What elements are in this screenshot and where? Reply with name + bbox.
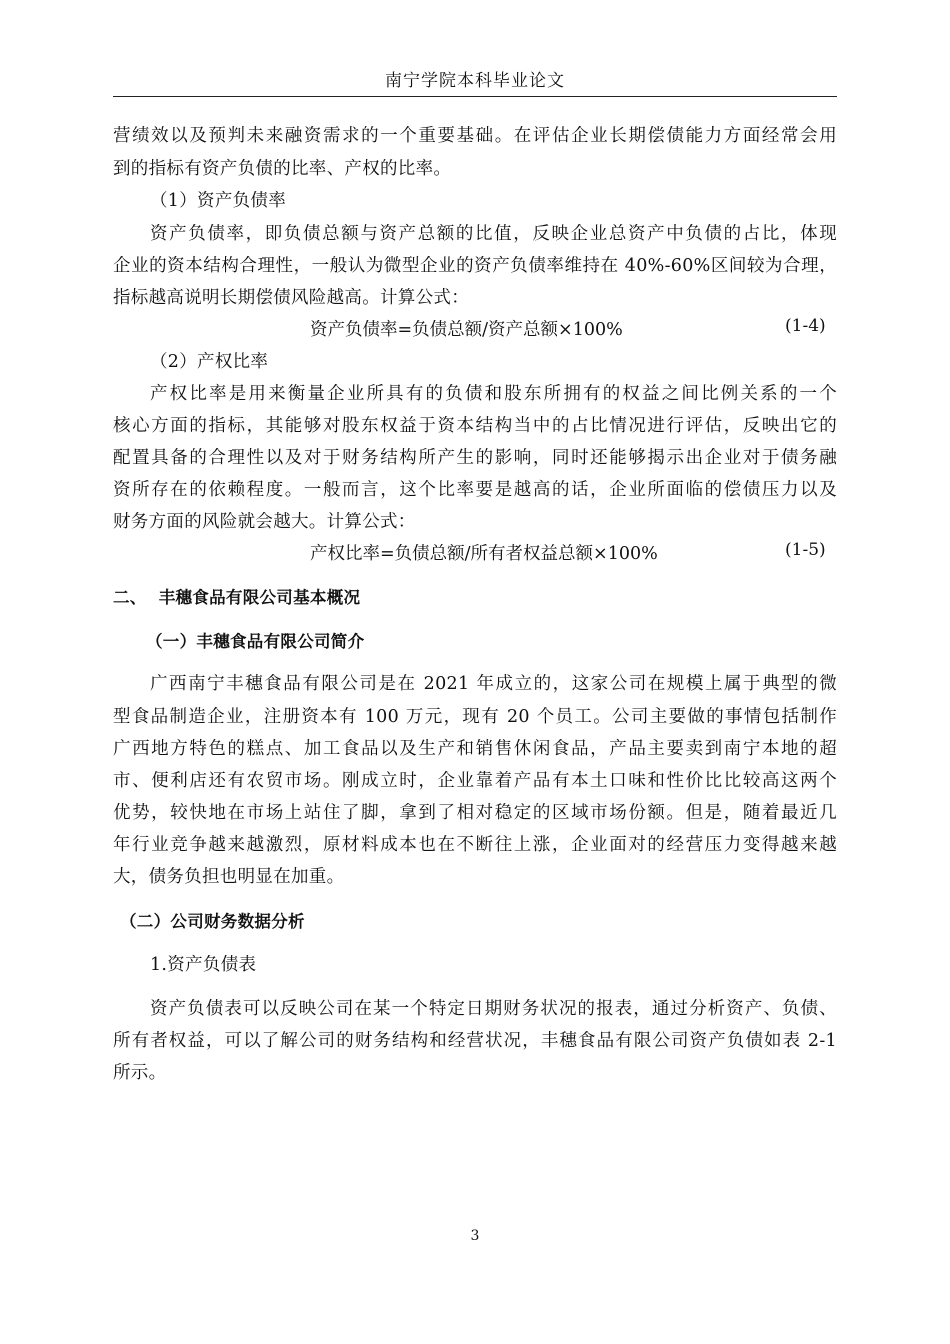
paragraph-line: 广西地方特色的糕点、加工食品以及生产和销售休闲食品，产品主要卖到南宁本地的超 [113, 739, 837, 759]
subsection-heading: （二）公司财务数据分析 [120, 912, 305, 931]
paragraph-line: 资产负债表可以反映公司在某一个特定日期财务状况的报表，通过分析资产、负债、 [150, 999, 837, 1019]
equation-number: (1-5) [785, 540, 826, 560]
paragraph-line: 型食品制造企业，注册资本有 100 万元，现有 20 个员工。公司主要做的事情包括制作 [113, 707, 837, 727]
paragraph-line: 年行业竞争越来越激烈，原材料成本也在不断往上涨，企业面对的经营压力变得越来越 [113, 835, 837, 855]
paragraph-line: 核心方面的指标，其能够对股东权益于资本结构当中的占比情况进行评估，反映出它的 [113, 416, 837, 436]
paragraph-line: 所有者权益，可以了解公司的财务结构和经营状况，丰穗食品有限公司资产负债如表 2-1 [113, 1031, 837, 1051]
paragraph-line: 企业的资本结构合理性，一般认为微型企业的资产负债率维持在 40%-60%区间较为合理， [113, 256, 837, 276]
paragraph-line: 所示。 [113, 1063, 167, 1083]
paragraph-line: 营绩效以及预判未来融资需求的一个重要基础。在评估企业长期偿债能力方面经常会用 [113, 126, 837, 146]
paragraph-line: 市、便利店还有农贸市场。刚成立时，企业靠着产品有本土口味和性价比比较高这两个 [113, 771, 837, 791]
subsection-label: （2）产权比率 [150, 352, 269, 372]
paragraph-line: 财务方面的风险就会越大。计算公式： [113, 512, 416, 532]
header-divider [113, 96, 837, 97]
paragraph-line: 优势，较快地在市场上站住了脚，拿到了相对稳定的区域市场份额。但是，随着最近几 [113, 803, 837, 823]
running-header: 南宁学院本科毕业论文 [385, 71, 565, 91]
paragraph-line: 到的指标有资产负债的比率、产权的比率。 [113, 159, 452, 179]
formula-debt-ratio: 资产负债率=负债总额/资产总额×100% [310, 320, 623, 340]
subsection-label: 1.资产负债表 [150, 955, 257, 975]
paragraph-line: 产权比率是用来衡量企业所具有的负债和股东所拥有的权益之间比例关系的一个 [150, 384, 837, 404]
paragraph-line: 资所存在的依赖程度。一般而言，这个比率要是越高的话，企业所面临的偿债压力以及 [113, 480, 837, 500]
section-heading: 二、 丰穗食品有限公司基本概况 [113, 588, 361, 607]
paragraph-line: 广西南宁丰穗食品有限公司是在 2021 年成立的，这家公司在规模上属于典型的微 [150, 674, 837, 694]
paragraph-line: 配置具备的合理性以及对于财务结构所产生的影响，同时还能够揭示出企业对于债务融 [113, 448, 837, 468]
paragraph-line: 大，债务负担也明显在加重。 [113, 867, 345, 887]
paragraph-line: 资产负债率，即负债总额与资产总额的比值，反映企业总资产中负债的占比，体现 [150, 224, 837, 244]
page-number: 3 [470, 1228, 480, 1244]
paragraph-line: 指标越高说明长期偿债风险越高。计算公式： [113, 288, 469, 308]
formula-equity-ratio: 产权比率=负债总额/所有者权益总额×100% [310, 544, 658, 564]
subsection-heading: （一）丰穗食品有限公司简介 [146, 632, 365, 651]
subsection-label: （1）资产负债率 [150, 191, 287, 211]
equation-number: (1-4) [785, 316, 826, 336]
